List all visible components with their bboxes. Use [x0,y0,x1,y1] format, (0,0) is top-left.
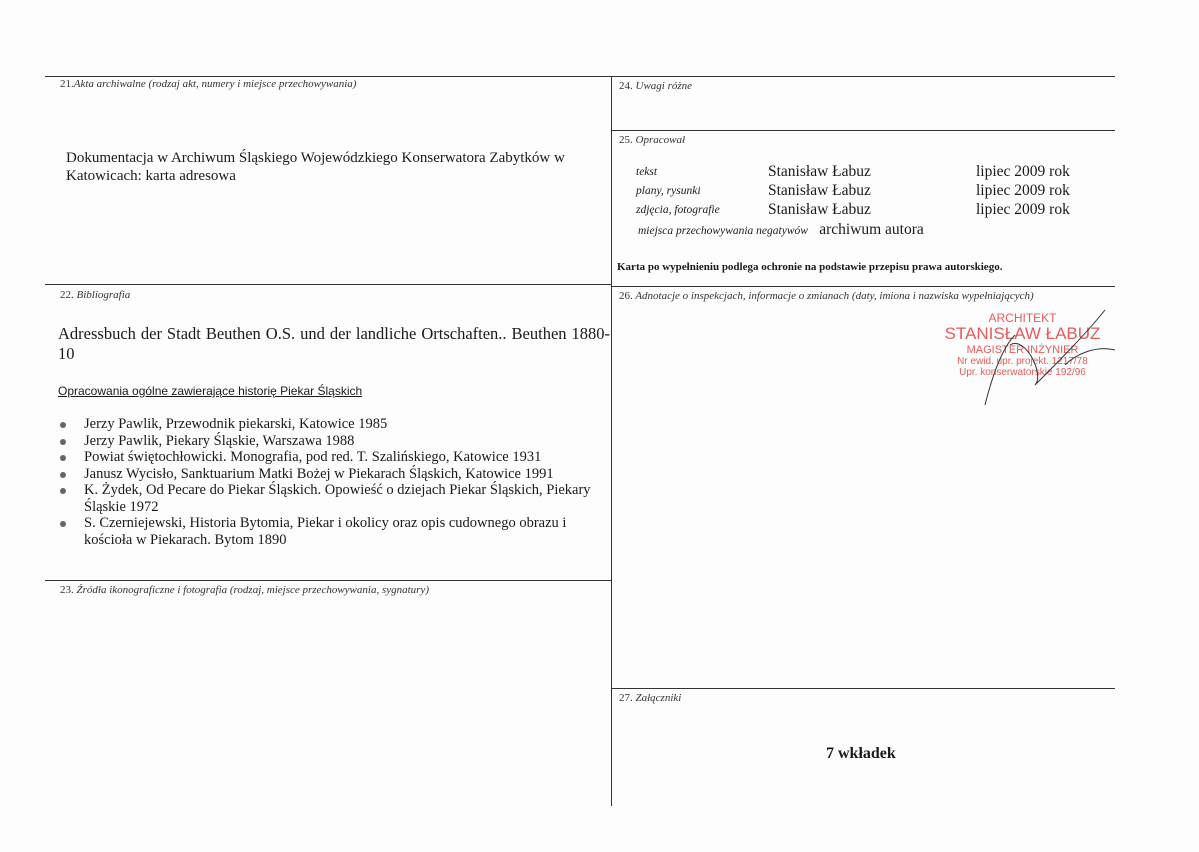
section-24-label [619,80,692,92]
section-number: 22. [60,289,74,301]
section-number: 24. [619,80,633,92]
negatives-location [638,221,924,240]
copyright-note: Karta po wypełnieniu podlega ochronie na podstawie przepisu prawa autorskiego. [617,261,1003,273]
row-label: plany, rysunki [636,185,701,197]
row-author: Stanisław Łabuz [768,182,871,199]
row-author: Stanisław Łabuz [768,163,871,180]
stamp-line: ARCHITEKT [988,311,1057,325]
list-item: Jerzy Pawlik, Przewodnik piekarski, Katowice 1985 [57,416,612,433]
section-title: Uwagi różne [635,80,693,92]
list-item: Jerzy Pawlik, Piekary Śląskie, Warszawa 1988 [57,433,612,450]
bibliography-list [57,416,612,548]
section-title: Załączniki [635,692,682,704]
stamp-line: Upr. konserwatorskie 192/96 [959,366,1086,378]
rule-21-22 [45,284,611,285]
negatives-label: miejsca przechowywania negatywów [638,225,808,237]
section-27-label [619,692,681,704]
section-title: Źródła ikonograficzne i fotografia (rodzaj, miejsce przechowywania, sygnatury) [76,584,429,596]
rule-25-26 [611,286,1115,287]
stamp-line: Nr ewid. upr. projekt. 1217/78 [957,355,1088,367]
section-title: Adnotacje o inspekcjach, informacje o zmianach (daty, imiona i nazwiska wypełniających) [635,290,1034,302]
section-number: 26. [619,290,633,302]
list-item: K. Żydek, Od Pecare do Piekar Śląskich. Opowieść o dziejach Piekar Śląskich, Piekary Śląskie 1972 [57,482,612,515]
list-item: Janusz Wycisło, Sanktuarium Matki Bożej w Piekarach Śląskich, Katowice 1991 [57,466,612,483]
stamp-line: MAGISTER INŻYNIER [966,343,1079,356]
stamp-line: STANISŁAW ŁABUZ [944,324,1101,344]
row-label: tekst [636,166,658,178]
row-date: lipiec 2009 rok [976,182,1070,199]
archival-records-text: Dokumentacja w Archiwum Śląskiego Wojewódzkiego Konserwatora Zabytków w Katowicach: karta adresowa [66,150,565,184]
section-title: Opracował [635,134,685,146]
section-23-label [60,584,429,596]
rule-24-25 [611,130,1115,131]
section-number: 23. [60,584,74,596]
row-label: zdjęcia, fotografie [636,204,720,216]
row-author: Stanisław Łabuz [768,201,871,218]
section-22-label [60,289,130,301]
section-number: 25. [619,134,633,146]
section-21-label [60,78,356,90]
row-date: lipiec 2009 rok [976,163,1070,180]
bibliography-main: Adressbuch der Stadt Beuthen O.S. und der landliche Ortschaften.. Beuthen 1880-10 [58,324,610,363]
section-26-label [619,290,1034,302]
list-item: S. Czerniejewski, Historia Bytomia, Piekar i okolicy oraz opis cudownego obrazu i kościoła w Piekarach. Bytom 1890 [57,515,612,548]
rule-top [45,76,1115,77]
row-date: lipiec 2009 rok [976,201,1070,218]
section-number: 21. [60,78,74,90]
section-title: Bibliografia [76,289,131,301]
signature-icon [965,305,1115,415]
section-25-label [619,134,685,146]
rule-26-27 [611,688,1115,689]
attachments-count: 7 wkładek [826,745,896,762]
list-item: Powiat świętochłowicki. Monografia, pod red. T. Szalińskiego, Katowice 1931 [57,449,612,466]
section-title: Akta archiwalne (rodzaj akt, numery i miejsce przechowywania) [73,78,357,90]
negatives-value: archiwum autora [819,221,924,238]
rule-22-23 [45,580,611,581]
bibliography-subheading: Opracowania ogólne zawierające historię Piekar Śląskich [58,384,363,398]
section-number: 27. [619,692,633,704]
